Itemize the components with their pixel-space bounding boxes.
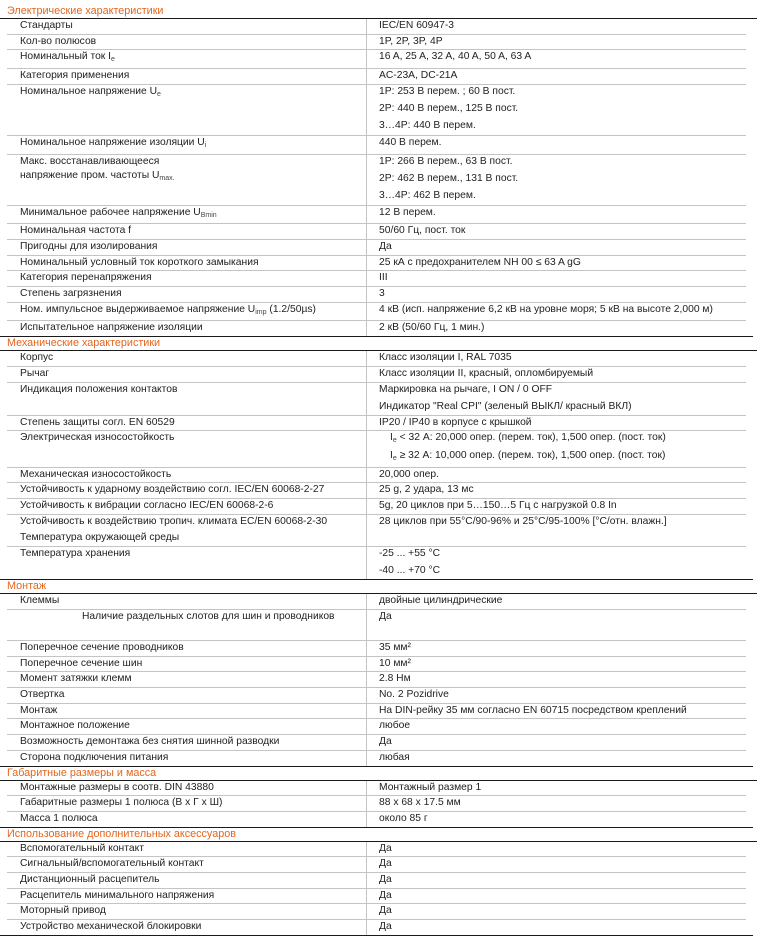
spec-value-text: IEC/EN 60947-3 [379, 20, 454, 31]
spec-value-text: Класс изоляции II, красный, опломбируемый [379, 367, 594, 379]
spec-label-text: Отвертка [20, 688, 65, 700]
spec-row [7, 155, 746, 206]
spec-value-text: Класс изоляции I, RAL 7035 [379, 352, 512, 364]
spec-label [7, 155, 367, 205]
spec-label-text: Температура окружающей среды [20, 532, 180, 544]
subscript: e [157, 90, 161, 98]
subscript: Bmin [200, 211, 217, 219]
spec-row [7, 857, 746, 873]
spec-value [367, 594, 746, 609]
spec-label-text: Температура хранения [20, 548, 131, 560]
spec-value [367, 303, 746, 321]
spec-value-text: -40 ... +70 °C [379, 565, 441, 577]
spec-row [7, 367, 746, 383]
spec-label-text: Пригодны для изолирования [20, 240, 158, 252]
spec-label [7, 50, 367, 68]
spec-value-text: Да [379, 842, 392, 854]
spec-value-text: около 85 г [379, 812, 428, 824]
spec-value-text: 50/60 Гц, пост. ток [379, 225, 466, 237]
spec-row [7, 873, 746, 889]
spec-label [7, 85, 367, 135]
spec-value-text: любая [379, 751, 410, 763]
spec-label [7, 240, 367, 255]
subscript: e [392, 454, 397, 462]
spec-label-text: напряжение пром. частоты $U_{max.}$ [20, 170, 175, 183]
subscript: i [204, 141, 207, 149]
spec-label [7, 812, 367, 827]
spec-row [7, 50, 746, 69]
spec-label [7, 303, 367, 321]
spec-label [7, 136, 367, 154]
spec-row [7, 688, 746, 704]
spec-label-text: Устойчивость к вибрации согласно IEC/EN 60068-2-6 [20, 500, 274, 512]
spec-row [7, 781, 746, 797]
spec-label-text: Макс. восстанавливающееся [20, 155, 160, 167]
spec-value [367, 735, 746, 750]
spec-value [367, 751, 753, 766]
spec-value [367, 719, 746, 734]
spec-label-text: Номинальное напряжение $U_e$ [20, 85, 161, 98]
spec-value [367, 136, 746, 154]
spec-row [7, 468, 746, 484]
spec-label-text: Индикация положения контактов [20, 383, 178, 395]
spec-value [367, 483, 746, 498]
spec-label [7, 468, 367, 483]
spec-value [367, 321, 753, 336]
spec-value [367, 515, 746, 546]
spec-row [7, 641, 746, 657]
spec-value-text: Да [379, 240, 392, 252]
spec-value-text: AC-23A, DC-21A [379, 70, 458, 82]
spec-value-text: 1P: 253 В перем. ; 60 В пост. [379, 85, 516, 97]
spec-row [7, 416, 746, 432]
spec-label-text: Степень загрязнения [20, 288, 122, 300]
spec-value-text: Монтажный размер 1 [379, 781, 482, 793]
spec-label [7, 796, 367, 811]
spec-label [7, 873, 367, 888]
spec-value-text: 2.8 Нм [379, 673, 411, 685]
spec-value-text: двойные цилиндрические [379, 595, 503, 607]
spec-value-text: Да [379, 921, 392, 933]
spec-value-text: 3…4P: 440 В перем. [379, 120, 476, 132]
spec-row [7, 431, 746, 467]
spec-value [367, 69, 746, 84]
spec-value-text: $I_e \ge 32$ А: 10,000 опер. (перем. ток), 1,500 опер. (пост. ток) [390, 449, 666, 462]
spec-value [367, 610, 746, 640]
spec-value-text: III [379, 272, 388, 284]
spec-label [7, 688, 367, 703]
spec-label [7, 499, 367, 514]
spec-value [367, 672, 746, 687]
spec-value [367, 781, 746, 796]
spec-value [367, 35, 746, 50]
spec-row [7, 499, 746, 515]
spec-row [7, 672, 746, 688]
spec-label [7, 515, 367, 546]
spec-value-text: $I_e < 32$ А: 20,000 опер. (перем. ток), 1,500 опер. (пост. ток) [390, 432, 666, 445]
spec-value-text: 10 мм² [379, 657, 411, 669]
spec-value [367, 383, 746, 415]
spec-row [7, 19, 746, 35]
spec-row [7, 610, 746, 641]
spec-label-text: Клеммы [20, 595, 60, 607]
spec-value-text: 28 циклов при 55°C/90-96% и 25°C/95-100% [°C/отн. влажн.] [379, 515, 667, 527]
spec-row [7, 35, 746, 51]
subscript: e [392, 437, 397, 445]
spec-value [367, 85, 746, 135]
spec-label-text: Рычаг [20, 367, 50, 379]
spec-label [7, 641, 367, 656]
spec-row [0, 751, 753, 767]
spec-label-text: Кол-во полюсов [20, 35, 97, 47]
spec-value-text: Индикатор "Real CPI" (зеленый ВЫКЛ/ красный ВКЛ) [379, 400, 632, 412]
spec-value [367, 206, 746, 224]
spec-value [367, 688, 746, 703]
spec-value [367, 256, 746, 271]
spec-label [7, 321, 367, 336]
spec-value [367, 796, 746, 811]
spec-label [7, 904, 367, 919]
spec-value-text: Да [379, 858, 392, 870]
spec-value-text: Да [379, 874, 392, 886]
spec-value [367, 240, 746, 255]
spec-label-text: Момент затяжки клемм [20, 673, 132, 685]
spec-row [7, 69, 746, 85]
spec-label-text: Механическая износостойкость [20, 468, 172, 480]
spec-label [7, 35, 367, 50]
spec-value-text: No. 2 Pozidrive [379, 688, 449, 700]
spec-row [7, 735, 746, 751]
spec-label [7, 610, 367, 640]
spec-label [7, 889, 367, 904]
subscript: imp [255, 308, 267, 316]
spec-value [367, 224, 746, 239]
spec-label [7, 351, 367, 366]
spec-label-text: Вспомогательный контакт [20, 842, 144, 854]
spec-row [7, 483, 746, 499]
spec-value-text: Да [379, 610, 392, 622]
spec-row [7, 657, 746, 673]
spec-value [367, 19, 746, 34]
section-title: Габаритные размеры и масса [0, 767, 757, 781]
spec-row [7, 303, 746, 322]
spec-label-text: Монтаж [20, 704, 58, 716]
spec-value [367, 431, 746, 466]
spec-row [7, 256, 746, 272]
spec-value [367, 416, 746, 431]
spec-row [0, 547, 753, 580]
spec-value-text: 5g, 20 циклов при 5…150…5 Гц с нагрузкой 0.8 In [379, 500, 617, 512]
spec-row [7, 796, 746, 812]
spec-label-text: Поперечное сечение проводников [20, 641, 184, 653]
section-title: Электрические характеристики [0, 5, 757, 19]
spec-label [7, 383, 367, 415]
spec-label [7, 547, 367, 579]
spec-value [367, 271, 746, 286]
spec-row [7, 842, 746, 858]
spec-row [7, 271, 746, 287]
spec-label [7, 483, 367, 498]
spec-label-text: Степень защиты согл. EN 60529 [20, 416, 175, 428]
spec-label [7, 704, 367, 719]
section-title: Монтаж [0, 580, 757, 594]
spec-value-text: 12 В перем. [379, 206, 436, 218]
section-title: Использование дополнительных аксессуаров [0, 828, 757, 842]
spec-label [7, 719, 367, 734]
spec-value [367, 155, 746, 205]
spec-label-text: Испытательное напряжение изоляции [20, 322, 203, 334]
spec-value [367, 920, 753, 935]
spec-value-text: На DIN-рейку 35 мм согласно EN 60715 посредством креплений [379, 704, 687, 716]
spec-label [7, 287, 367, 302]
spec-label [7, 271, 367, 286]
spec-value-text: Да [379, 736, 392, 748]
spec-value-text: 3…4P: 462 В перем. [379, 190, 476, 202]
spec-row [7, 704, 746, 720]
spec-value-text: 16 A, 25 A, 32 A, 40 A, 50 A, 63 A [379, 51, 532, 63]
spec-label-text: Устройство механической блокировки [20, 921, 202, 933]
spec-row [7, 719, 746, 735]
spec-label-text: Масса 1 полюса [20, 812, 98, 824]
spec-value-text: 25 кА с предохранителем NH 00 ≤ 63 A gG [379, 256, 581, 268]
spec-value [367, 641, 746, 656]
spec-value-text: IP20 / IP40 в корпусе с крышкой [379, 416, 532, 428]
spec-value [367, 889, 746, 904]
spec-value [367, 812, 753, 827]
spec-label [7, 735, 367, 750]
spec-row [7, 889, 746, 905]
spec-label [7, 594, 367, 609]
spec-value-text: 88 x 68 x 17.5 мм [379, 797, 461, 809]
spec-label-text: Монтажное положение [20, 720, 130, 732]
spec-label-text: Возможность демонтажа без снятия шинной разводки [20, 736, 280, 748]
spec-value [367, 468, 746, 483]
spec-label-text: Дистанционный расцепитель [20, 874, 160, 886]
spec-row [7, 240, 746, 256]
spec-row [7, 206, 746, 225]
spec-value [367, 547, 753, 579]
spec-label-text: Категория применения [20, 70, 130, 82]
spec-label-text: Моторный привод [20, 905, 106, 917]
spec-value-text: 1P, 2P, 3P, 4P [379, 35, 443, 47]
spec-row [7, 594, 746, 610]
spec-label [7, 672, 367, 687]
spec-value-text: 3 [379, 288, 385, 300]
spec-value [367, 351, 746, 366]
spec-label-text: Номинальная частота f [20, 225, 132, 237]
spec-label [7, 751, 367, 766]
spec-label-text: Электрическая износостойкость [20, 432, 175, 444]
spec-label-text: Сторона подключения питания [20, 751, 169, 763]
spec-value-text: любое [379, 720, 411, 732]
spec-value-text: Да [379, 905, 392, 917]
spec-label-text: Номинальное напряжение изоляции $U_i$ [20, 136, 207, 149]
spec-label [7, 367, 367, 382]
section-title: Механические характеристики [0, 337, 757, 351]
spec-label-text: Устойчивость к ударному воздействию согл. IEC/EN 60068-2-27 [20, 484, 325, 496]
spec-label [7, 69, 367, 84]
spec-label [7, 206, 367, 224]
spec-label-text: Монтажные размеры в соотв. DIN 43880 [20, 781, 214, 793]
spec-value [367, 857, 746, 872]
spec-label [7, 920, 367, 935]
spec-label-text: Минимальное рабочее напряжение $U_{Bmin}$ [20, 206, 217, 219]
spec-value-text: -25 ... +55 °C [379, 548, 441, 560]
spec-row [7, 515, 746, 547]
spec-value-text: 4 кВ (исп. напряжение 6,2 кВ на уровне моря; 5 кВ на высоте 2,000 м) [379, 303, 713, 315]
spec-label [7, 781, 367, 796]
spec-label [7, 857, 367, 872]
spec-label-text: Ном. импульсное выдерживаемое напряжение $U_{imp}$ (1.2/50µs) [20, 303, 316, 316]
spec-row [0, 920, 753, 936]
spec-row [7, 351, 746, 367]
spec-value-text: Да [379, 889, 392, 901]
spec-label [7, 431, 367, 466]
spec-label [7, 224, 367, 239]
spec-row [0, 321, 753, 337]
spec-label [7, 256, 367, 271]
spec-row [7, 383, 746, 416]
spec-value [367, 657, 746, 672]
spec-value-text: 440 В перем. [379, 136, 442, 148]
spec-value-text: 1P: 266 В перем., 63 В пост. [379, 155, 513, 167]
spec-label [7, 416, 367, 431]
spec-value [367, 704, 746, 719]
spec-value-text: 35 мм² [379, 641, 411, 653]
spec-label [7, 19, 367, 34]
spec-label-text: Наличие раздельных слотов для шин и проводников [82, 610, 335, 622]
spec-label-text: Стандарты [20, 20, 73, 31]
spec-row [0, 812, 753, 828]
spec-value [367, 499, 746, 514]
spec-label-text: Номинальный условный ток короткого замыкания [20, 256, 259, 268]
spec-value [367, 50, 746, 68]
spec-row [7, 136, 746, 155]
spec-value [367, 904, 746, 919]
subscript: e [111, 56, 115, 64]
spec-row [7, 904, 746, 920]
spec-label-text: Категория перенапряжения [20, 272, 152, 284]
spec-value-text: 20,000 опер. [379, 468, 439, 480]
spec-value [367, 367, 746, 382]
spec-row [7, 287, 746, 303]
spec-value-text: 2P: 462 В перем., 131 В пост. [379, 172, 519, 184]
subscript: max. [159, 175, 175, 183]
spec-row [7, 85, 746, 136]
spec-value-text: 2 кВ (50/60 Гц, 1 мин.) [379, 322, 485, 334]
spec-value [367, 842, 746, 857]
spec-value-text: 2P: 440 В перем., 125 В пост. [379, 103, 519, 115]
spec-label-text: Габаритные размеры 1 полюса (В х Г х Ш) [20, 797, 223, 809]
spec-label [7, 842, 367, 857]
spec-value-text: 25 g, 2 удара, 13 мс [379, 484, 474, 496]
spec-label-text: Поперечное сечение шин [20, 657, 143, 669]
spec-label-text: Расцепитель минимального напряжения [20, 889, 215, 901]
spec-value-text: Маркировка на рычаге, I ON / 0 OFF [379, 383, 553, 395]
spec-value [367, 873, 746, 888]
spec-label-text: Номинальный ток $I_e$ [20, 51, 115, 64]
spec-row [7, 224, 746, 240]
spec-value [367, 287, 746, 302]
spec-label-text: Сигнальный/вспомогательный контакт [20, 858, 204, 870]
spec-label [7, 657, 367, 672]
spec-label-text: Корпус [20, 352, 54, 364]
spec-label-text: Устойчивость к воздействию тропич. климата EC/EN 60068-2-30 [20, 515, 328, 527]
